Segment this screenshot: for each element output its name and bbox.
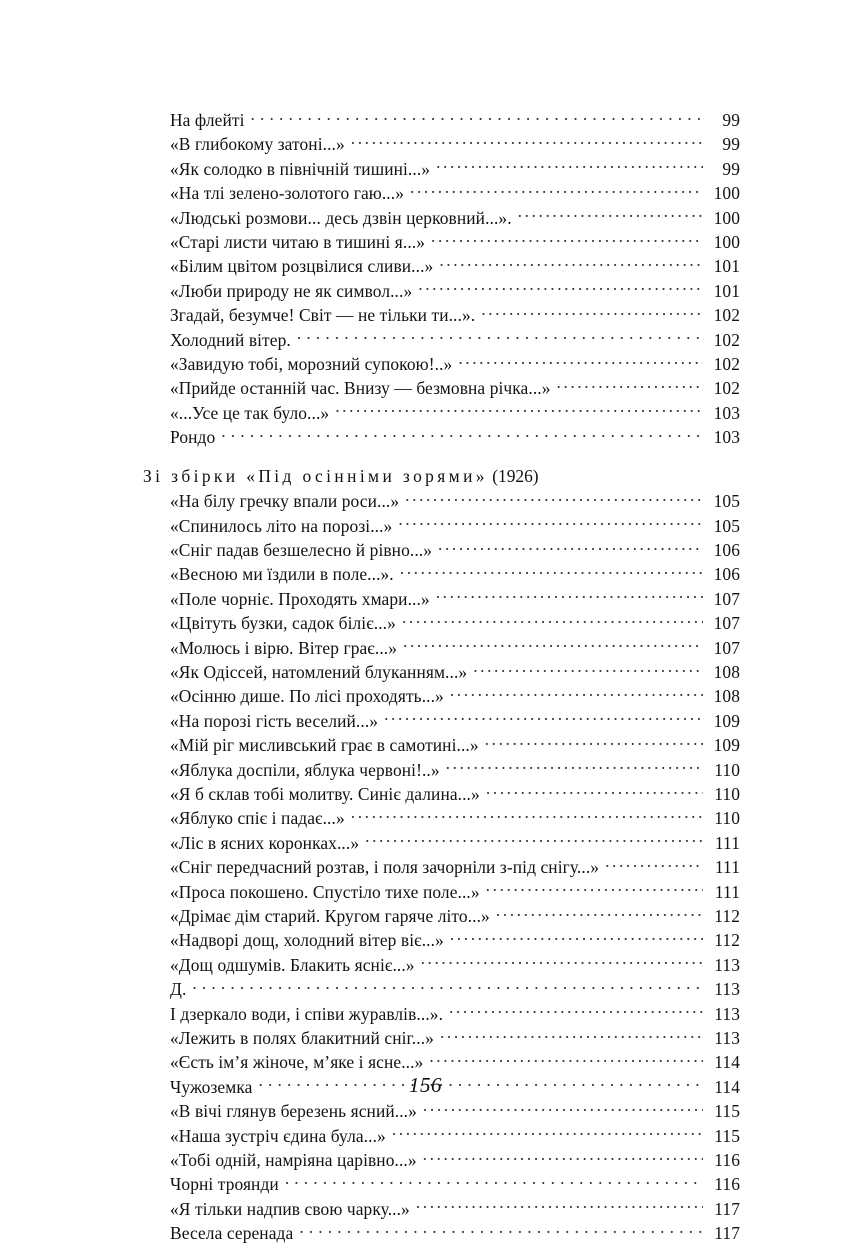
toc-entry-page-number: 113 (714, 1003, 740, 1024)
toc-entry-page-number: 105 (713, 491, 740, 512)
toc-entry[interactable] (170, 562, 740, 586)
toc-dot-leader (398, 514, 703, 531)
toc-entry-title: «На порозі гість веселий...» (170, 710, 379, 731)
toc-entry[interactable] (170, 806, 740, 830)
toc-dot-leader (423, 1100, 703, 1117)
toc-entry-page-number: 110 (714, 783, 740, 804)
toc-dot-leader (446, 758, 703, 775)
toc-entry[interactable] (170, 1026, 740, 1050)
toc-entry-page-number: 107 (713, 613, 740, 634)
toc-entry-page-number: 100 (713, 207, 740, 228)
toc-dot-leader (192, 978, 703, 995)
toc-entry-title: «Дощ одшумів. Блакить ясніє...» (170, 954, 415, 975)
toc-dot-leader (400, 563, 703, 580)
toc-entry[interactable] (170, 489, 740, 513)
toc-entry[interactable] (170, 977, 740, 1001)
toc-entry-title: «Люби природу не як символ...» (170, 280, 413, 301)
toc-dot-leader (392, 1124, 703, 1141)
toc-entry-title: «Наша зустріч єдина була...» (170, 1125, 386, 1146)
toc-entry[interactable] (170, 1050, 740, 1074)
toc-entry[interactable] (170, 1172, 740, 1196)
toc-entry[interactable] (170, 758, 740, 782)
toc-entry-page-number: 111 (714, 857, 740, 878)
toc-entry[interactable] (170, 401, 740, 425)
toc-entry-page-number: 111 (714, 881, 740, 902)
toc-entry-title: «На тлі зелено-золотого гаю...» (170, 183, 404, 204)
toc-dot-leader (486, 783, 703, 800)
toc-entry-title: «Прийде останній час. Внизу — безмовна річка...» (170, 378, 551, 399)
toc-entry[interactable] (170, 352, 740, 376)
toc-entry-title: Д. (170, 979, 187, 1000)
toc-dot-leader (285, 1173, 703, 1190)
toc-entry[interactable] (170, 157, 740, 181)
toc-entry-page-number: 117 (714, 1198, 740, 1219)
toc-entry-page-number: 113 (714, 954, 740, 975)
toc-entry-title: «Єсть ім’я жіноче, м’яке і ясне...» (170, 1052, 424, 1073)
toc-entry[interactable] (170, 328, 740, 352)
toc-entry-page-number: 101 (713, 256, 740, 277)
toc-entry[interactable] (170, 587, 740, 611)
toc-entry[interactable] (170, 1148, 740, 1172)
toc-entry[interactable] (170, 1197, 740, 1221)
toc-dot-leader (436, 587, 703, 604)
toc-entry[interactable] (170, 425, 740, 449)
toc-dot-leader (251, 109, 704, 126)
toc-entry-title: На флейті (170, 110, 245, 130)
toc-entry-page-number: 99 (722, 134, 740, 155)
toc-dot-leader (473, 661, 703, 678)
toc-entry-title: «В вічі глянув березень ясний...» (170, 1101, 417, 1122)
toc-entry[interactable] (170, 880, 740, 904)
toc-entry-title: «Білим цвітом розцвілися сливи...» (170, 256, 434, 277)
toc-entry-page-number: 115 (714, 1125, 740, 1146)
toc-entry-page-number: 111 (714, 832, 740, 853)
toc-dot-leader (384, 709, 703, 726)
toc-entry-title: «Дрімає дім старий. Кругом гаряче літо...» (170, 906, 490, 926)
toc-entry-page-number: 116 (714, 1150, 740, 1171)
toc-entry-page-number: 99 (722, 158, 740, 179)
toc-entry[interactable] (170, 230, 740, 254)
toc-entry-title: «Молюсь і вірю. Вітер грає...» (170, 637, 398, 658)
toc-entry[interactable] (170, 206, 740, 230)
toc-entry-page-number: 108 (713, 661, 740, 682)
toc-entry[interactable] (170, 181, 740, 205)
toc-entry[interactable] (170, 904, 740, 928)
toc-dot-leader (410, 182, 703, 199)
toc-dot-leader (421, 953, 703, 970)
toc-dot-leader (496, 905, 703, 922)
toc-dot-leader (436, 157, 703, 174)
toc-entry-title: «Спинилось літо на порозі...» (170, 515, 393, 536)
page-number-folio: 156 (409, 1073, 442, 1097)
toc-entry-page-number: 114 (714, 1052, 740, 1073)
toc-dot-leader (403, 636, 703, 653)
toc-entry-page-number: 108 (713, 686, 740, 707)
toc-entry-title: «Яблуко спіє і падає...» (170, 808, 345, 829)
toc-dot-leader (351, 807, 703, 824)
toc-entry[interactable] (170, 254, 740, 278)
toc-entry-title: Весела серенада (170, 1223, 294, 1244)
toc-entry-title: «Проса покошено. Спустіло тихе поле...» (170, 881, 480, 902)
toc-dot-leader (416, 1197, 703, 1214)
toc-entry-title: «Старі листи читаю в тишині я...» (170, 232, 426, 253)
toc-entry-title: «...Усе це так було...» (170, 402, 330, 423)
toc-entry-title: «В глибокому затоні...» (170, 134, 345, 155)
toc-entry-title: «Лежить в полях блакитний сніг...» (170, 1028, 434, 1049)
toc-entry-title: «Я тільки надпив свою чарку...» (170, 1198, 410, 1219)
toc-entry-page-number: 102 (713, 305, 740, 326)
toc-dot-leader (557, 377, 703, 394)
toc-entry-page-number: 106 (713, 539, 740, 560)
toc-entry[interactable] (170, 928, 740, 952)
toc-entry-title: «Надворі дощ, холодний вітер віє...» (170, 930, 444, 951)
toc-entry-title: «Людські розмови... десь дзвін церковний...». (170, 207, 512, 228)
toc-entry[interactable] (170, 733, 740, 757)
toc-entry-title: Згадай, безумче! Світ — не тільки ти...». (170, 305, 476, 326)
toc-dot-leader (439, 255, 703, 272)
toc-entry-page-number: 115 (714, 1101, 740, 1122)
toc-entry[interactable] (170, 132, 740, 156)
toc-entry-title: «Мій ріг мисливський грає в самотині...» (170, 735, 479, 756)
toc-entry-title: «Яблука доспіли, яблука червоні!..» (170, 759, 440, 780)
toc-entry[interactable] (170, 831, 740, 855)
toc-dot-leader (486, 880, 703, 897)
toc-entry-page-number: 101 (713, 280, 740, 301)
toc-entry-page-number: 109 (713, 710, 740, 731)
toc-entry-page-number: 99 (722, 110, 740, 130)
toc-entry-title: «Весною ми їздили в поле...». (170, 564, 394, 585)
toc-dot-leader (431, 231, 703, 248)
toc-entry-title: І дзеркало води, і співи журавлів...». (170, 1003, 444, 1024)
toc-entry[interactable] (170, 1099, 740, 1123)
toc-entry-page-number: 100 (713, 183, 740, 204)
toc-entry-page-number: 109 (713, 735, 740, 756)
toc-entry-title: «Ліс в ясних коронках...» (170, 832, 360, 853)
toc-entry-title: «Тобі одній, намріяна царівно...» (170, 1150, 417, 1171)
toc-dot-leader (440, 1027, 703, 1044)
toc-entry-page-number: 106 (713, 564, 740, 585)
toc-entry[interactable] (170, 611, 740, 635)
toc-dot-leader (518, 206, 703, 223)
toc-section-heading-year: (1926) (487, 465, 539, 486)
toc-entry-title: Чужоземка (170, 1076, 253, 1097)
toc-entry-page-number: 113 (714, 1028, 740, 1049)
toc-dot-leader (458, 353, 703, 370)
toc-entry[interactable] (170, 376, 740, 400)
toc-dot-leader (605, 856, 703, 873)
toc-dot-leader (481, 304, 703, 321)
toc-dot-leader (221, 426, 703, 443)
toc-dot-leader (405, 490, 703, 507)
toc-entry-title: «Я б склав тобі молитву. Синіє далина...» (170, 783, 480, 804)
toc-entry-page-number: 102 (713, 378, 740, 399)
toc-dot-leader (429, 1051, 703, 1068)
toc-dot-leader (402, 612, 703, 629)
toc-entry-page-number: 103 (713, 427, 740, 448)
toc-section-heading (143, 464, 713, 488)
toc-dot-leader (423, 1149, 703, 1166)
toc-entry[interactable] (170, 684, 740, 708)
toc-entry[interactable] (170, 709, 740, 733)
toc-entry-page-number: 102 (713, 329, 740, 350)
toc-dot-leader (485, 734, 703, 751)
toc-entry[interactable] (170, 953, 740, 977)
toc-entry-page-number: 114 (714, 1076, 740, 1097)
toc-entry-page-number: 102 (713, 354, 740, 375)
toc-section-heading-title: Зі збірки «Під осінніми зорями» (143, 465, 488, 486)
toc-entry[interactable] (170, 1124, 740, 1148)
toc-entry-title: «Поле чорніє. Проходять хмари...» (170, 588, 430, 609)
toc-entry-title: «Осінню дише. По лісі проходять...» (170, 686, 444, 707)
toc-entry-title: Рондо (170, 427, 216, 448)
toc-entry-page-number: 103 (713, 402, 740, 423)
toc-entry[interactable] (170, 636, 740, 660)
toc-entry-page-number: 110 (714, 808, 740, 829)
toc-dot-leader (450, 685, 703, 702)
toc-entry-page-number: 105 (713, 515, 740, 536)
toc-entry[interactable] (170, 782, 740, 806)
toc-dot-leader (297, 328, 703, 345)
toc-entry-page-number: 100 (713, 232, 740, 253)
toc-entry-title: Холодний вітер. (170, 329, 291, 350)
toc-entry-page-number: 112 (714, 930, 740, 951)
toc-dot-leader (450, 929, 703, 946)
toc-dot-leader (449, 1002, 703, 1019)
toc-entry-title: «Сніг передчасний розтав, і поля зачорніли з-під снігу...» (170, 857, 600, 878)
toc-entry[interactable] (170, 279, 740, 303)
toc-dot-leader (365, 831, 703, 848)
toc-entry[interactable] (170, 660, 740, 684)
toc-dot-leader (335, 401, 703, 418)
toc-entry[interactable] (170, 1221, 740, 1245)
toc-dot-leader (299, 1222, 703, 1239)
toc-entry-page-number: 113 (714, 979, 740, 1000)
toc-dot-leader (418, 279, 703, 296)
toc-entry-title: Чорні троянди (170, 1174, 279, 1195)
toc-entry-title: «Як солодко в північній тишині...» (170, 158, 431, 179)
toc-entry-title: «Завидую тобі, морозний супокою!..» (170, 354, 453, 375)
toc-entry-page-number: 107 (713, 588, 740, 609)
toc-dot-leader (438, 539, 703, 556)
toc-dot-leader (351, 133, 703, 150)
toc-entry[interactable] (170, 303, 740, 327)
toc-entry-page-number: 107 (713, 637, 740, 658)
toc-entry-title: «Цвітуть бузки, садок біліє...» (170, 613, 396, 634)
toc-entry[interactable] (170, 1002, 740, 1026)
toc-entry-page-number: 117 (714, 1223, 740, 1244)
toc-entry-page-number: 110 (714, 759, 740, 780)
toc-entry-title: «На білу гречку впали роси...» (170, 491, 400, 512)
toc-entry-title: «Сніг падав безшелесно й рівно...» (170, 539, 433, 560)
toc-entry[interactable] (170, 514, 740, 538)
toc-entry-title: «Як Одіссей, натомлений блуканням...» (170, 661, 468, 682)
toc-entry[interactable] (170, 855, 740, 879)
toc-entry-page-number: 112 (714, 906, 740, 926)
toc-entry[interactable] (170, 108, 740, 132)
toc-entry-page-number: 116 (714, 1174, 740, 1195)
toc-entry[interactable] (170, 538, 740, 562)
